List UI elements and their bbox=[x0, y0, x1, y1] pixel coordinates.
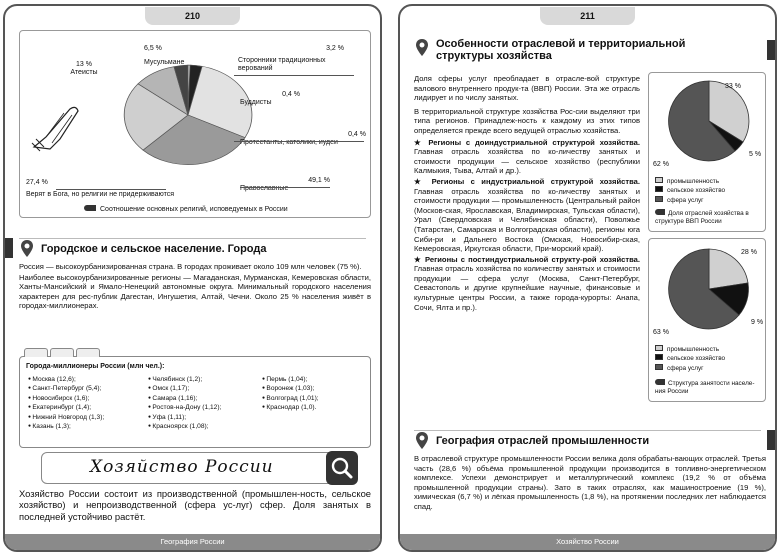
section-title-industry: География отраслей промышленности bbox=[414, 430, 761, 450]
search-icon bbox=[326, 451, 358, 485]
caption-arrow-icon bbox=[655, 379, 665, 385]
page-number: 210 bbox=[145, 7, 240, 25]
label-traditional: 3,2 % Сторонники традиционных верований bbox=[238, 45, 344, 72]
economy-heading-box bbox=[41, 452, 357, 484]
caption-arrow-icon bbox=[84, 205, 96, 211]
section-title-structure: Особенности отраслевой и территориальной структуры хозяйства bbox=[414, 38, 761, 70]
label-muslims: 6,5 % Мусульмане bbox=[144, 45, 185, 66]
section-title-urban: Городское и сельское население. Города bbox=[19, 238, 366, 258]
million-cities-box bbox=[19, 356, 371, 448]
caption-arrow-icon bbox=[655, 209, 665, 215]
gdp-caption: Доля отраслей хозяйства в структуре ВВП России bbox=[655, 210, 749, 225]
page-number: 211 bbox=[540, 7, 635, 25]
gdp-pie-chart bbox=[667, 79, 751, 163]
left-page bbox=[3, 4, 382, 552]
cities-col-2: ● Челябинск (1,2); ● Омск (1,17); ● Самара (1,16); ● Ростов-на-Дону (1,12); ● Уфа (1,11); ● Красноярск (1,08); bbox=[148, 375, 221, 431]
location-pin-icon bbox=[414, 38, 430, 58]
urban-text: Россия — высокоурбанизированная страна. В городах проживает около 109 млн человек (75 %). Наиболее высокоурбанизированные регионы — Магаданская, Мурманская, Кемеровская области, Ханты-Мансийский и Ямало-Ненецкий автономные округа. Минимальный городского населения характерен для рес-публик Дагестан, Ингушетия, Алтай, Чечни. Около 25 % населения живёт в городах-миллионерах. bbox=[19, 262, 371, 311]
label-buddhists: 0,4 % Буддисты bbox=[240, 91, 300, 106]
cities-tabs bbox=[24, 348, 102, 358]
gdp-legend: промышленность сельское хозяйство сфера услуг bbox=[655, 177, 725, 205]
page-number-bar bbox=[5, 6, 380, 26]
label-believers-no-religion: 27,4 % Верят в Бога, но религии не придерживаются bbox=[26, 179, 175, 198]
location-pin-icon bbox=[19, 239, 35, 259]
cities-col-1: ● Москва (12,6); ● Санкт-Петербург (5,4); ● Новосибирск (1,6); ● Екатеринбург (1,4); ● Нижний Новгород (1,3); ● Казань (1,3); bbox=[28, 375, 104, 431]
page-footer: География России bbox=[5, 534, 380, 550]
location-pin-icon bbox=[414, 431, 430, 451]
label-protestants: 0,4 % Протестанты, католики, иудеи bbox=[240, 131, 366, 146]
industry-text: В отраслевой структуре промышленности России велика доля обрабаты-вающих отраслей. Третья часть (28,6 %) объёма промышленной продукции производится в топливно-энергетическом комплексе. Успехи демонстрирует и металлургический комплекс (19,2 % от объёма промышленной продукции страны). Зато в таких отраслях, как машиностроение (19 %), химическая (6,7 %) и лёгкая промышленность (1,8 %), на протяжении последних лет наблюдается спад. bbox=[414, 454, 766, 511]
employment-pie-box: 28 % 9 % 63 % промышленность сельское хозяйство сфера услуг Структура занятости населе-ния России bbox=[648, 238, 766, 402]
label-orthodox: 49,1 % Православные bbox=[240, 177, 330, 192]
search-button[interactable] bbox=[326, 451, 358, 485]
employment-caption: Структура занятости населе-ния России bbox=[655, 380, 755, 395]
praying-hands-icon bbox=[30, 103, 86, 153]
religion-chart-caption: Соотношение основных религий, исповедуемых в России bbox=[84, 205, 324, 214]
economy-title: Хозяйство России bbox=[90, 457, 274, 477]
cities-title: Города-миллионеры России (млн чел.): bbox=[26, 363, 165, 370]
economy-text: Хозяйство России состоит из производственной (промышлен-ность, сельское хозяйство) и непроизводственной (сфера ус-луг) сфер. Доля занятых в последней устойчиво растёт. bbox=[19, 488, 371, 522]
label-atheists: 13 % Атеисты bbox=[70, 61, 98, 76]
gdp-pie-box: 33 % 5 % 62 % промышленность сельское хозяйство сфера услуг Доля отраслей хозяйства в структуре ВВП России bbox=[648, 72, 766, 232]
structure-text: Доля сферы услуг преобладает в отрасле-вой структуре валового внутреннего продук-та (ВВП) России. Эта же отрасль лидирует и по числу занятых. В территориальной структуре хозяйства Рос-сии выделяют три типа регионов. Принадлеж-ность к каждому из этих типов определяется прежде всего ведущей отраслью хозяйства. ★ Регионы с доиндустриальной структурой хозяйства. Главная отрасль хозяйства по ко-личеству занятых и стоимости продукции — сельское хозяйство (республики Калмыкия, Тыва, Алтай и др.). ★ Регионы с индустриальной структурой хозяйства. Главная отрасль хозяйства по ко-личеству занятых и стоимости продукции — промышленность (Центральный район (Москов-ская, Ярославская, Владимирская, Тульская области), Урал (Свердловская и Челябинская области), Поволжье (Татарстан, Самарская и Волгоградская области), регионы юга Сиби-ри и Дальнего Востока (Омская, Новосибир-ская, Кемеровская, Иркутская области, При-морский край). ★ Регионы с постиндустриальной структу-рой хозяйства. Главная отрасль хозяйства по количеству занятых и стоимости продукции — сфера услуг (Москва, Санкт-Петербург, Севастополь и другие крупнейшие научные, финансовые и культурные центры России, а также города-курорты: Анапа, Сочи, Ялта и пр.). bbox=[414, 74, 640, 312]
religion-chart-box bbox=[19, 30, 371, 218]
page-footer: Хозяйство России bbox=[400, 534, 775, 550]
employment-legend: промышленность сельское хозяйство сфера услуг bbox=[655, 345, 725, 373]
cities-col-3: ● Пермь (1,04); ● Воронеж (1,03); ● Волгоград (1,01); ● Краснодар (1,0). bbox=[262, 375, 319, 413]
employment-pie-chart bbox=[667, 247, 751, 331]
page-number-bar bbox=[400, 6, 775, 26]
right-page bbox=[398, 4, 777, 552]
